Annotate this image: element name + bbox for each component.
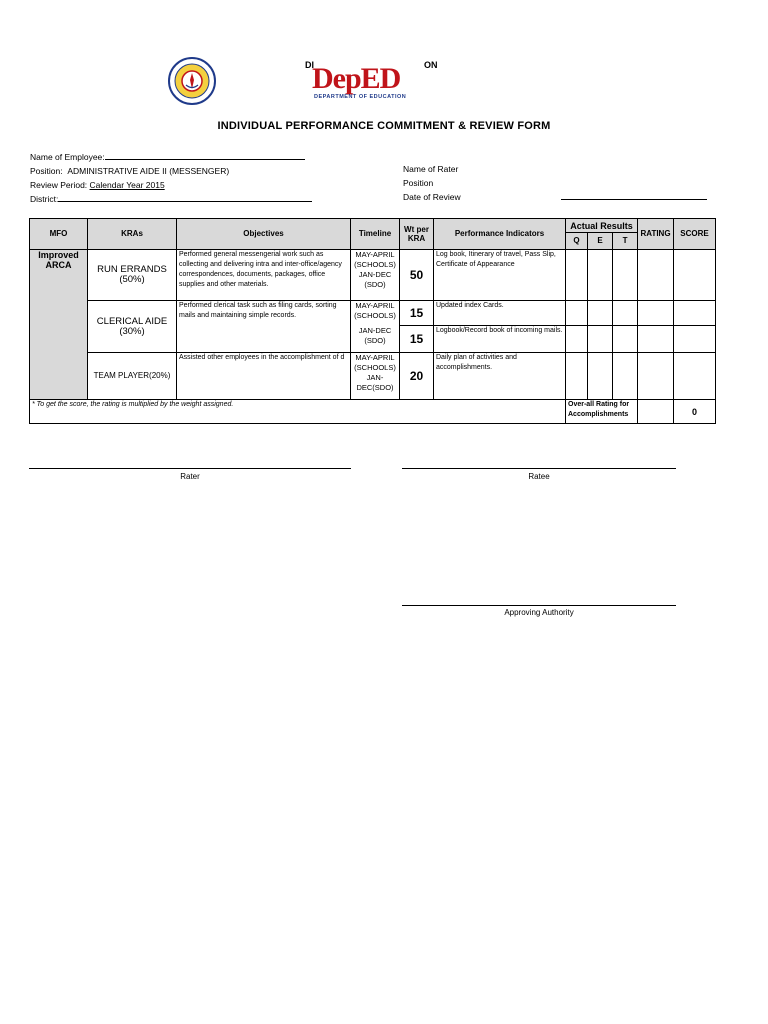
overall-rating-cell[interactable] — [638, 400, 674, 424]
header-objectives: Objectives — [177, 219, 351, 250]
score-cell — [674, 301, 716, 326]
e-input-cell[interactable] — [588, 250, 613, 301]
rater-signature-line[interactable] — [29, 468, 351, 469]
header-score: SCORE — [674, 219, 716, 250]
logo-right-text: ON — [424, 60, 438, 70]
header-actual-results: Actual Results — [566, 219, 638, 233]
deped-logo — [300, 58, 440, 104]
objective-cell: Assisted other employees in the accomplishment of d — [177, 353, 351, 400]
table-row — [30, 250, 716, 301]
mfo-cell: Improved ARCA — [30, 250, 88, 400]
logo-wordmark: DepED — [312, 62, 401, 95]
weight-cell: 20 — [400, 353, 434, 400]
position-value: ADMINISTRATIVE AIDE II (MESSENGER) — [67, 166, 230, 176]
t-input-cell[interactable] — [613, 301, 638, 326]
position-label: Position: — [30, 166, 63, 176]
header-t: T — [613, 233, 638, 250]
period-label: Review Period: — [30, 180, 88, 190]
overall-score: 0 — [674, 400, 716, 424]
timeline-cell: MAY-APRIL (SCHOOLS) JAN-DEC(SDO) — [351, 353, 400, 400]
score-note: * To get the score, the rating is multiplied by the weight assigned. — [30, 400, 566, 424]
weight-cell: 15 — [400, 301, 434, 326]
performance-table — [29, 218, 716, 424]
timeline-cell: MAY-APRIL (SCHOOLS) JAN-DEC (SDO) — [351, 250, 400, 301]
ratee-label-sig: Ratee — [528, 472, 550, 481]
header-mfo: MFO — [30, 219, 88, 250]
approving-signature-line[interactable] — [402, 605, 676, 606]
form-title: INDIVIDUAL PERFORMANCE COMMITMENT & REVIEW FORM — [217, 120, 551, 132]
rating-input-cell[interactable] — [638, 353, 674, 400]
header-rating: RATING — [638, 219, 674, 250]
kra-cell: CLERICAL AIDE (30%) — [88, 301, 177, 353]
rating-input-cell[interactable] — [638, 250, 674, 301]
q-input-cell[interactable] — [566, 353, 588, 400]
district-field[interactable] — [58, 192, 312, 202]
logo-subtitle: DEPARTMENT OF EDUCATION — [314, 94, 407, 100]
kra-cell: TEAM PLAYER(20%) — [88, 353, 177, 400]
header-e: E — [588, 233, 613, 250]
e-input-cell[interactable] — [588, 326, 613, 353]
header-performance-indicators: Performance Indicators — [434, 219, 566, 250]
rater-label: Name of Rater — [403, 164, 459, 174]
timeline-cell: JAN-DEC (SDO) — [351, 326, 400, 353]
employee-info — [30, 150, 312, 206]
employee-name-field[interactable] — [105, 150, 305, 160]
deped-seal-icon — [160, 56, 224, 106]
objective-cell: Performed clerical task such as filing cards, sorting mails and maintaining simple records. — [177, 301, 351, 353]
indicator-cell: Updated index Cards. — [434, 301, 566, 326]
table-row — [30, 301, 716, 326]
indicator-cell: Daily plan of activities and accomplishments. — [434, 353, 566, 400]
indicator-cell: Logbook/Record book of incoming mails. — [434, 326, 566, 353]
overall-rating-label: Over-all Rating for Accomplishments — [566, 400, 638, 424]
district-label: District: — [30, 194, 59, 204]
header-wt-per-kra: Wt per KRA — [400, 219, 434, 250]
q-input-cell[interactable] — [566, 250, 588, 301]
review-date-field[interactable] — [561, 190, 707, 200]
timeline-cell: MAY-APRIL (SCHOOLS) — [351, 301, 400, 326]
approving-authority-label: Approving Authority — [504, 608, 574, 617]
weight-cell: 50 — [400, 250, 434, 301]
e-input-cell[interactable] — [588, 301, 613, 326]
header-timeline: Timeline — [351, 219, 400, 250]
objective-cell: Performed general messengerial work such as collecting and delivering intra and inter-office/agency correspondences, documents, packages, office supplies and other materials. — [177, 250, 351, 301]
score-cell — [674, 326, 716, 353]
kra-cell: RUN ERRANDS (50%) — [88, 250, 177, 301]
rater-position-label: Position — [403, 178, 434, 188]
header-q: Q — [566, 233, 588, 250]
score-cell — [674, 250, 716, 301]
t-input-cell[interactable] — [613, 250, 638, 301]
employee-label: Name of Employee: — [30, 152, 105, 162]
t-input-cell[interactable] — [613, 326, 638, 353]
rater-label-sig: Rater — [180, 472, 200, 481]
table-row — [30, 353, 716, 400]
e-input-cell[interactable] — [588, 353, 613, 400]
period-value: Calendar Year 2015 — [89, 180, 165, 190]
indicator-cell: Log book, Itinerary of travel, Pass Slip, Certificate of Appearance — [434, 250, 566, 301]
t-input-cell[interactable] — [613, 353, 638, 400]
ratee-signature-line[interactable] — [402, 468, 676, 469]
rater-info — [403, 162, 707, 204]
table-footer-row — [30, 400, 716, 424]
rating-input-cell[interactable] — [638, 301, 674, 326]
weight-cell: 15 — [400, 326, 434, 353]
review-date-label: Date of Review — [403, 192, 461, 202]
rating-input-cell[interactable] — [638, 326, 674, 353]
score-cell — [674, 353, 716, 400]
logo-left-text: DI — [305, 60, 314, 70]
q-input-cell[interactable] — [566, 301, 588, 326]
header-kras: KRAs — [88, 219, 177, 250]
q-input-cell[interactable] — [566, 326, 588, 353]
